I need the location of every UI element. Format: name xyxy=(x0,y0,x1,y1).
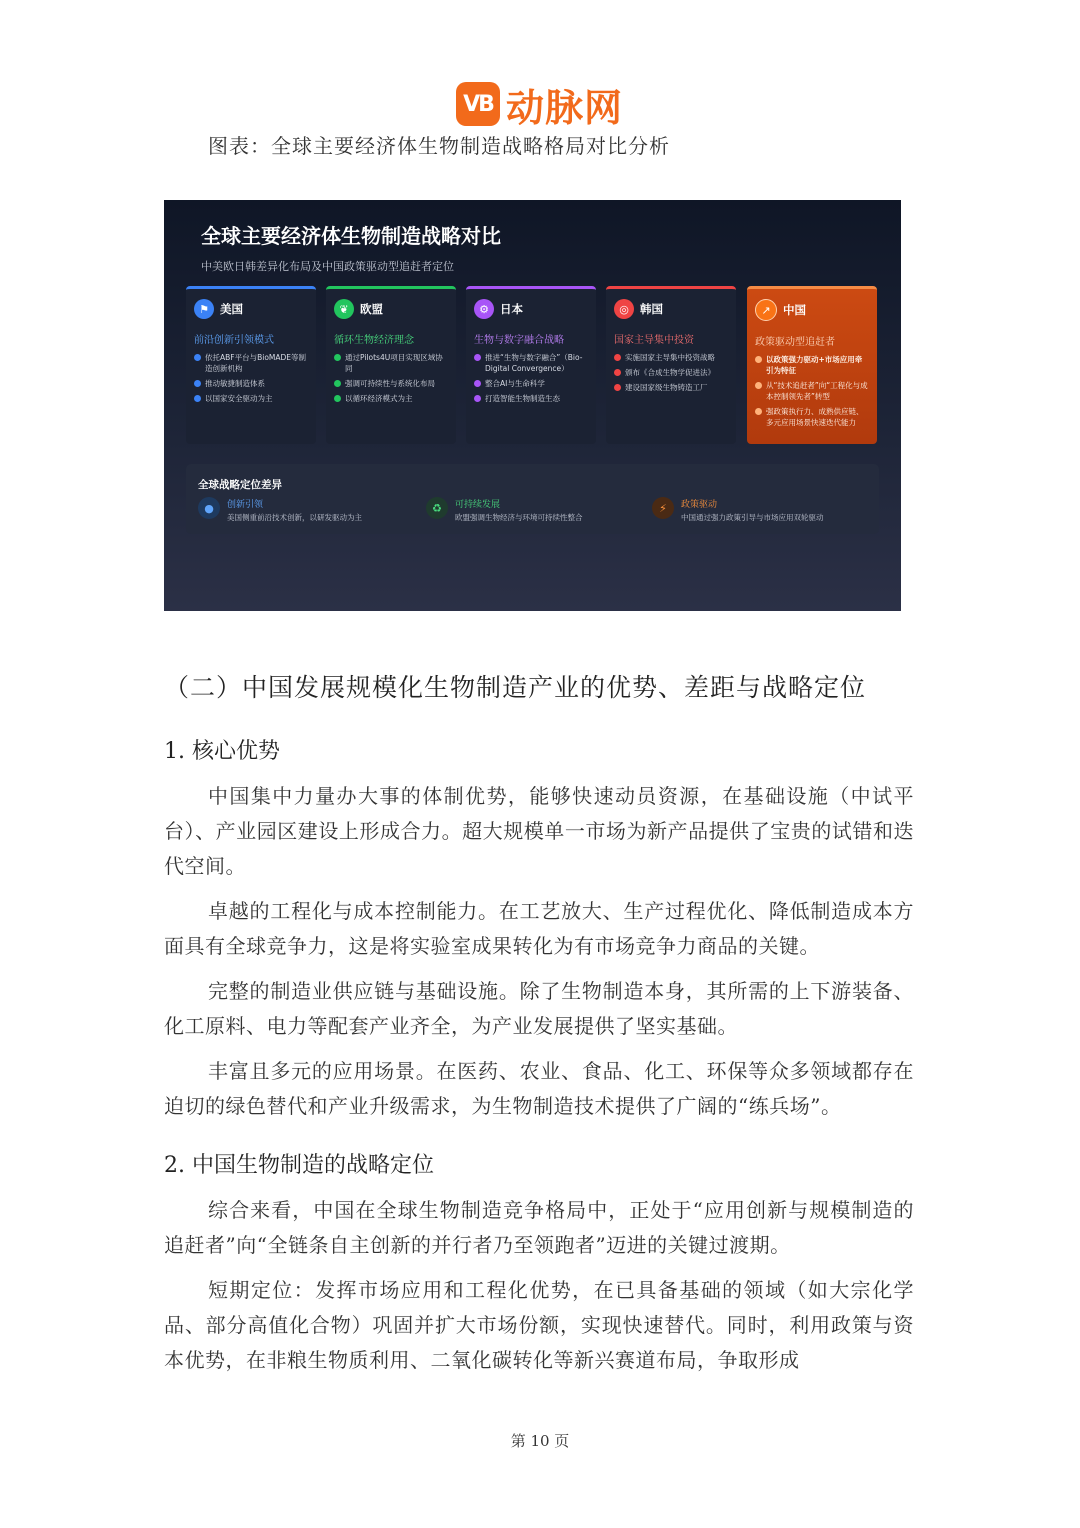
figure-caption: 图表：全球主要经济体生物制造战略格局对比分析 xyxy=(208,134,670,158)
paragraph: 卓越的工程化与成本控制能力。在工艺放大、生产过程优化、降低制造成本方面具有全球竞争力，这是将实验室成果转化为有市场竞争力商品的关键。 xyxy=(164,899,914,958)
card-item: 以政策强力驱动+市场应用牵引为特征 xyxy=(755,354,869,376)
diff-title: 全球战略定位差异 xyxy=(198,479,282,491)
bolt-icon: ⚡ xyxy=(652,497,674,519)
card-theme: 循环生物经济理念 xyxy=(334,335,414,346)
card-name: 美国 xyxy=(220,302,243,316)
lightbulb-icon: ● xyxy=(198,497,220,519)
diff-item-sustainable xyxy=(426,497,583,523)
positioning-diff-panel xyxy=(186,464,879,534)
card-item: 强政策执行力、成熟供应链、多元应用场景快速迭代能力 xyxy=(755,406,869,428)
card-theme: 前沿创新引领模式 xyxy=(194,335,274,346)
paragraph: 短期定位：发挥市场应用和工程化优势，在已具备基础的领域（如大宗化学品、部分高值化合物）巩固并扩大市场份额，实现快速替代。同时，利用政策与资本优势，在非粮生物质利用、二氧化碳转化等新兴赛道布局，争取形成 xyxy=(164,1278,914,1372)
diff-name: 政策驱动 xyxy=(681,500,718,510)
figure-subtitle: 中美欧日韩差异化布局及中国政策驱动型追赶者定位 xyxy=(201,260,454,273)
chart-icon: ↗ xyxy=(755,299,777,321)
strategy-figure xyxy=(164,200,901,611)
paragraph: 中国集中力量办大事的体制优势，能够快速动员资源，在基础设施（中试平台）、产业园区建设上形成合力。超大规模单一市场为新产品提供了宝贵的试错和迭代空间。 xyxy=(164,784,914,878)
subsection-title-2: 2. 中国生物制造的战略定位 xyxy=(164,1153,434,1178)
card-korea xyxy=(606,286,736,444)
gear-icon: ⚙ xyxy=(474,299,494,319)
card-name: 韩国 xyxy=(640,302,663,316)
target-icon: ◎ xyxy=(614,299,634,319)
card-usa xyxy=(186,286,316,444)
card-item: 推进“生物与数字融合”（Bio-Digital Convergence） xyxy=(474,352,588,374)
diff-item-innovation xyxy=(198,497,362,523)
leaf-icon: ❦ xyxy=(334,299,354,319)
diff-name: 创新引领 xyxy=(227,500,264,510)
paragraph: 综合来看，中国在全球生物制造竞争格局中，正处于“应用创新与规模制造的追赶者”向“全链条自主创新的并行者乃至领跑者”迈进的关键过渡期。 xyxy=(164,1198,914,1257)
card-item: 建设国家级生物铸造工厂 xyxy=(614,382,728,393)
card-item: 推动敏捷制造体系 xyxy=(194,378,308,389)
card-eu xyxy=(326,286,456,444)
card-name: 日本 xyxy=(500,302,523,316)
card-name: 欧盟 xyxy=(360,302,383,316)
card-theme: 国家主导集中投资 xyxy=(614,335,694,346)
subsection-title-1: 1. 核心优势 xyxy=(164,739,280,764)
diff-desc: 中国通过强力政策引导与市场应用双轮驱动 xyxy=(681,513,824,522)
card-item: 依托ABF平台与BioMADE等制造创新机构 xyxy=(194,352,308,374)
paragraph: 丰富且多元的应用场景。在医药、农业、食品、化工、环保等众多领域都存在迫切的绿色替代和产业升级需求，为生物制造技术提供了广阔的“练兵场”。 xyxy=(164,1059,914,1118)
card-japan xyxy=(466,286,596,444)
card-item: 以国家安全驱动为主 xyxy=(194,393,308,404)
card-item: 颁布《合成生物学促进法》 xyxy=(614,367,728,378)
figure-title: 全球主要经济体生物制造战略对比 xyxy=(201,224,501,248)
diff-item-policy xyxy=(652,497,824,523)
card-item: 整合AI与生命科学 xyxy=(474,378,588,389)
card-name: 中国 xyxy=(783,303,806,317)
card-item: 通过Pilots4U项目实现区域协同 xyxy=(334,352,448,374)
card-item: 实施国家主导集中投资战略 xyxy=(614,352,728,363)
flag-icon: ⚑ xyxy=(194,299,214,319)
logo-mark-icon: VB xyxy=(456,82,500,126)
card-theme: 生物与数字融合战略 xyxy=(474,335,564,346)
section-title: （二）中国发展规模化生物制造产业的优势、差距与战略定位 xyxy=(164,673,867,702)
card-item: 以循环经济模式为主 xyxy=(334,393,448,404)
recycle-icon: ♻ xyxy=(426,497,448,519)
logo xyxy=(456,80,623,128)
diff-name: 可持续发展 xyxy=(455,500,501,510)
card-item: 从“技术追赶者”向“工程化与成本控制领先者”转型 xyxy=(755,380,869,402)
diff-desc: 欧盟强调生物经济与环境可持续性整合 xyxy=(455,513,583,522)
card-item: 强调可持续性与系统化布局 xyxy=(334,378,448,389)
diff-desc: 美国侧重前沿技术创新，以研发驱动为主 xyxy=(227,513,362,522)
paragraph: 完整的制造业供应链与基础设施。除了生物制造本身，其所需的上下游装备、化工原料、电力等配套产业齐全，为产业发展提供了坚实基础。 xyxy=(164,979,914,1038)
card-china xyxy=(747,286,877,444)
card-item: 打造智能生物制造生态 xyxy=(474,393,588,404)
logo-text: 动脉网 xyxy=(506,85,624,130)
page-number: 第 10 页 xyxy=(510,1432,570,1450)
card-theme: 政策驱动型追赶者 xyxy=(755,337,835,348)
